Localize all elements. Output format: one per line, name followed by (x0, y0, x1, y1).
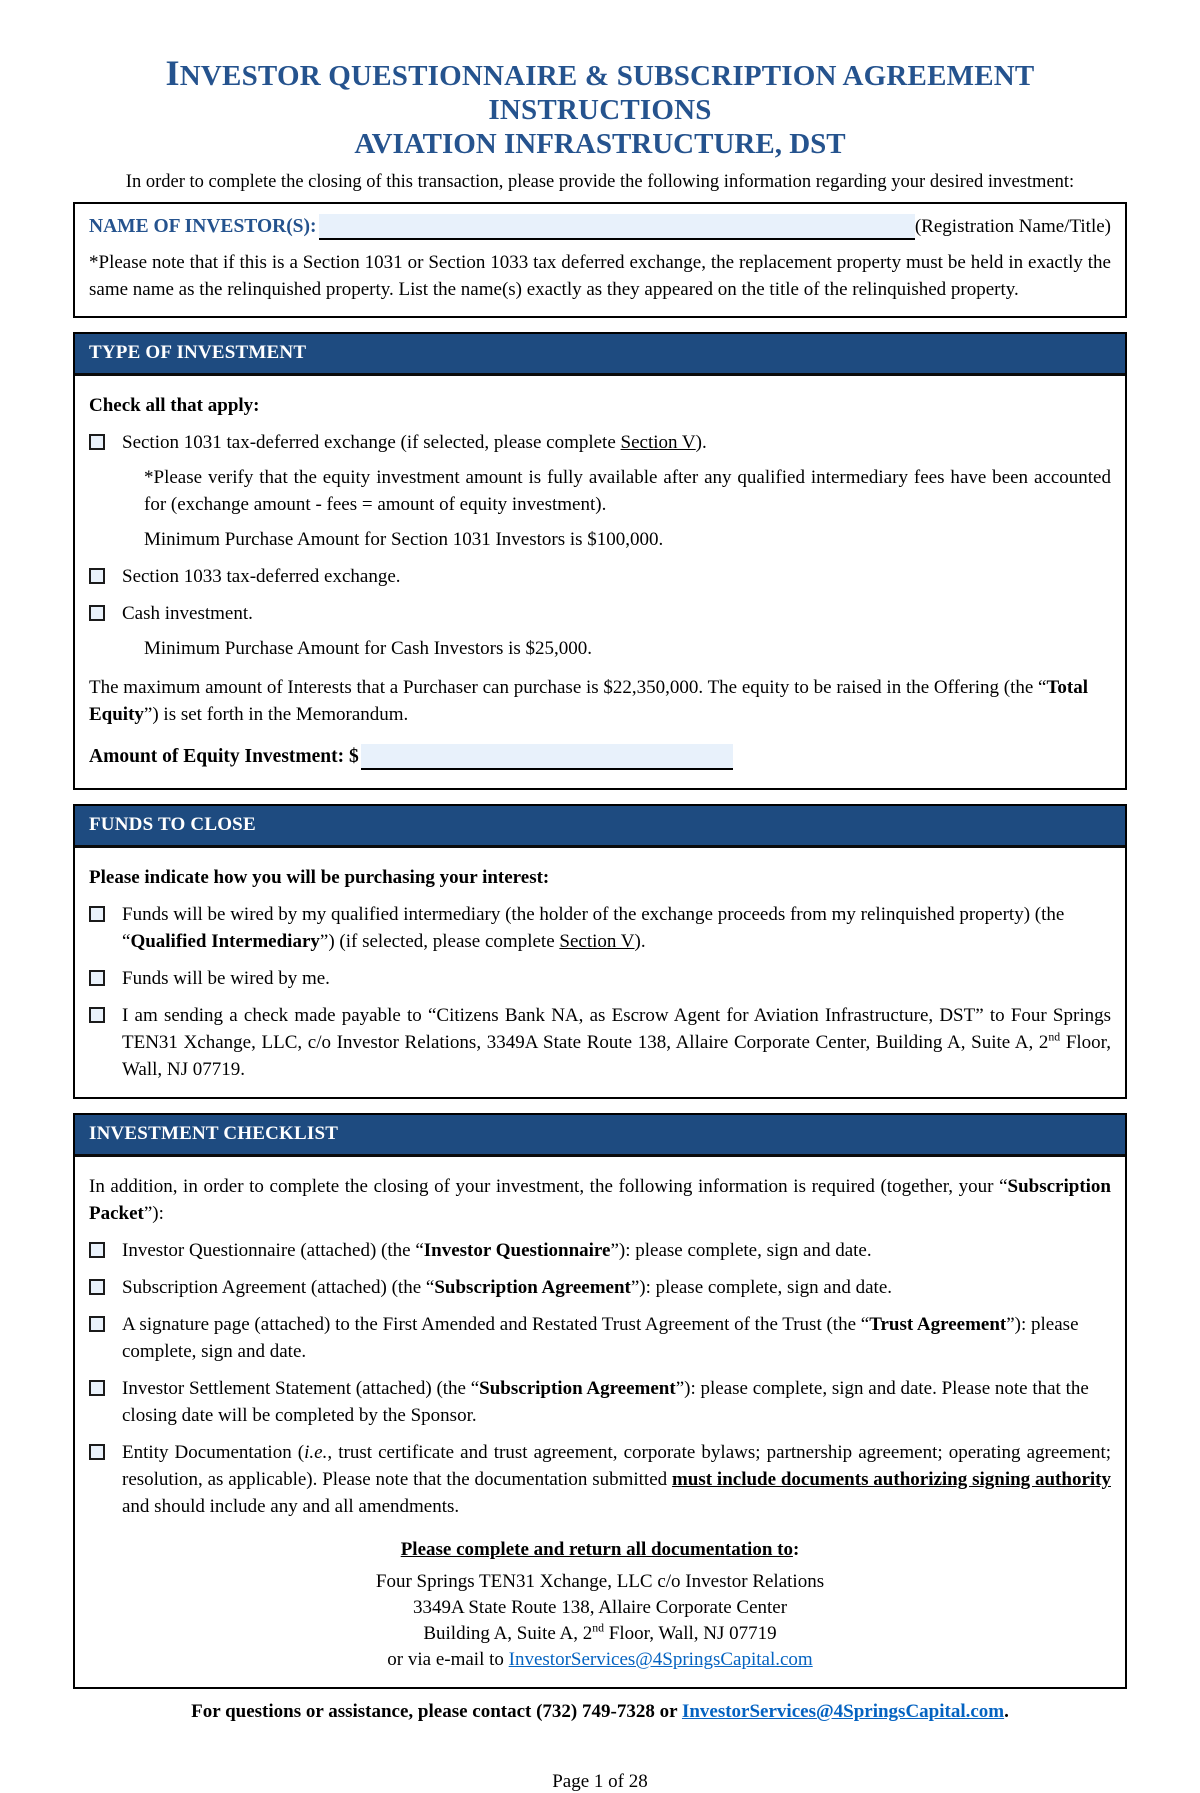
check-all-label: Check all that apply: (89, 395, 260, 416)
section-1031-label: Section 1031 tax-deferred exchange (if selected, please complete Section V). (122, 432, 707, 453)
settlement-statement-checkbox[interactable] (89, 1380, 105, 1396)
cash-investment-label: Cash investment. (122, 603, 253, 624)
intro-text: In order to complete the closing of this transaction, please provide the following information regarding your desired investment: (125, 172, 1075, 192)
page-number: Page 1 of 28 (552, 1771, 648, 1792)
email-link[interactable]: InvestorServices@4SpringsCapital.com (681, 1701, 1005, 1722)
subscription-agreement-checkbox[interactable] (89, 1279, 105, 1295)
checkbox-row-entity-documentation (89, 1439, 1111, 1520)
type-of-investment-header: TYPE OF INVESTMENT (75, 334, 1125, 376)
amount-of-equity-row (89, 744, 1111, 770)
section-1033-checkbox[interactable] (89, 568, 105, 584)
max-purchase-note: The maximum amount of Interests that a Purchaser can purchase is $22,350,000. The equity to be raised in the Offering (the “Total Equity”) is set forth in the Memorandum. (89, 677, 1089, 725)
section-1031-checkbox[interactable] (89, 434, 105, 450)
checkbox-row-1033 (89, 563, 1111, 590)
trust-signature-page-label: A signature page (attached) to the First Amended and Restated Trust Agreement of the Trust (the “Trust Agreement”): please complete, sign and date. (122, 1314, 1079, 1362)
investor-name-label: NAME OF INVESTOR(S): (89, 216, 317, 237)
amount-of-equity-label: Amount of Equity Investment: $ (89, 746, 359, 767)
cash-investment-checkbox[interactable] (89, 605, 105, 621)
checkbox-row-1031 (89, 429, 1111, 456)
checklist-intro: In addition, in order to complete the closing of your investment, the following information is required (together, your “Subscription Packet”): (89, 1176, 1111, 1224)
funds-wired-qi-label: Funds will be wired by my qualified intermediary (the holder of the exchange proceeds from my relinquished property) (the “Qualified Intermediary”) (if selected, please complete Section V). (122, 904, 1065, 952)
checkbox-row-wired-qi (89, 901, 1111, 955)
amount-of-equity-field[interactable] (361, 744, 733, 770)
doc-title (73, 0, 1127, 161)
type-of-investment-section (73, 332, 1127, 790)
funds-to-close-section (73, 804, 1127, 1099)
investment-checklist-header: INVESTMENT CHECKLIST (75, 1115, 1125, 1157)
check-payment-checkbox[interactable] (89, 1007, 105, 1023)
investor-questionnaire-label: Investor Questionnaire (attached) (the “Investor Questionnaire”): please complete, sign and date. (122, 1240, 872, 1261)
return-documentation-heading: Please complete and return all documentation to: (400, 1539, 800, 1560)
address-line-4: or via e-mail to InvestorServices@4SpringsCapital.com (387, 1649, 813, 1670)
funds-wired-me-checkbox[interactable] (89, 970, 105, 986)
funds-intro-label: Please indicate how you will be purchasing your interest: (89, 867, 550, 888)
checkbox-row-check-payment (89, 1002, 1111, 1083)
check-payment-label: I am sending a check made payable to “Citizens Bank NA, as Escrow Agent for Aviation Infrastructure, DST” to Four Springs TEN31 Xchange, LLC, c/o Investor Relations, 3349A State Route 138, Allaire Corporate Center, Building A, Suite A, 2nd Floor, Wall, NJ 07719. (122, 1005, 1111, 1080)
checkbox-row-settlement-statement (89, 1375, 1111, 1429)
funds-wired-qi-checkbox[interactable] (89, 906, 105, 922)
address-line-2: 3349A State Route 138, Allaire Corporate Center (412, 1597, 788, 1618)
doc-title-line2: AVIATION INFRASTRUCTURE, DST (354, 128, 846, 160)
investor-name-note: *Please note that if this is a Section 1031 or Section 1033 tax deferred exchange, the replacement property must be held in exactly the same name as the relinquished property. List the name(s) exactly as they appeared on the title of the relinquished property. (89, 252, 1111, 300)
doc-title-line1: INVESTOR QUESTIONNAIRE & SUBSCRIPTION AGREEMENT INSTRUCTIONS (165, 53, 1035, 126)
checkbox-row-investor-questionnaire (89, 1237, 1111, 1264)
address-line-3: Building A, Suite A, 2nd Floor, Wall, NJ 07719 (423, 1621, 777, 1644)
email-link[interactable]: InvestorServices@4SpringsCapital.com (508, 1649, 813, 1670)
settlement-statement-label: Investor Settlement Statement (attached) (the “Subscription Agreement”): please complete, sign and date. Please note that the closing date will be completed by the Sponsor. (122, 1378, 1089, 1426)
checkbox-row-trust-signature-page (89, 1311, 1111, 1365)
funds-wired-me-label: Funds will be wired by me. (122, 968, 330, 989)
registration-name-title-note: (Registration Name/Title) (914, 216, 1111, 237)
investment-checklist-section (73, 1113, 1127, 1689)
checkbox-row-subscription-agreement (89, 1274, 1111, 1301)
investor-questionnaire-checkbox[interactable] (89, 1242, 105, 1258)
entity-documentation-checkbox[interactable] (89, 1444, 105, 1460)
section-1033-label: Section 1033 tax-deferred exchange. (122, 566, 401, 587)
footer-contact: For questions or assistance, please contact (732) 749-7328 or InvestorServices@4SpringsCapital.com. (191, 1701, 1009, 1722)
address-line-1: Four Springs TEN31 Xchange, LLC c/o Investor Relations (375, 1571, 825, 1592)
checkbox-row-wired-me (89, 965, 1111, 992)
min-purchase-cash-note: Minimum Purchase Amount for Cash Investors is $25,000. (144, 638, 593, 659)
checkbox-row-cash (89, 600, 1111, 627)
entity-documentation-label: Entity Documentation (i.e., trust certificate and trust agreement, corporate bylaws; partnership agreement; operating agreement; resolution, as applicable). Please note that the documentation submitted must include documents authorizing signing authority and should include any and all amendments. (122, 1442, 1111, 1517)
equity-verify-note: *Please verify that the equity investment amount is fully available after any qualified intermediary fees have been accounted for (exchange amount - fees = amount of equity investment). (144, 467, 1111, 515)
trust-signature-page-checkbox[interactable] (89, 1316, 105, 1332)
subscription-agreement-label: Subscription Agreement (attached) (the “Subscription Agreement”): please complete, sign and date. (122, 1277, 893, 1298)
funds-to-close-header: FUNDS TO CLOSE (75, 806, 1125, 848)
investor-name-field[interactable] (319, 214, 915, 240)
min-purchase-1031-note: Minimum Purchase Amount for Section 1031 Investors is $100,000. (144, 529, 664, 550)
investor-name-section (73, 202, 1127, 318)
